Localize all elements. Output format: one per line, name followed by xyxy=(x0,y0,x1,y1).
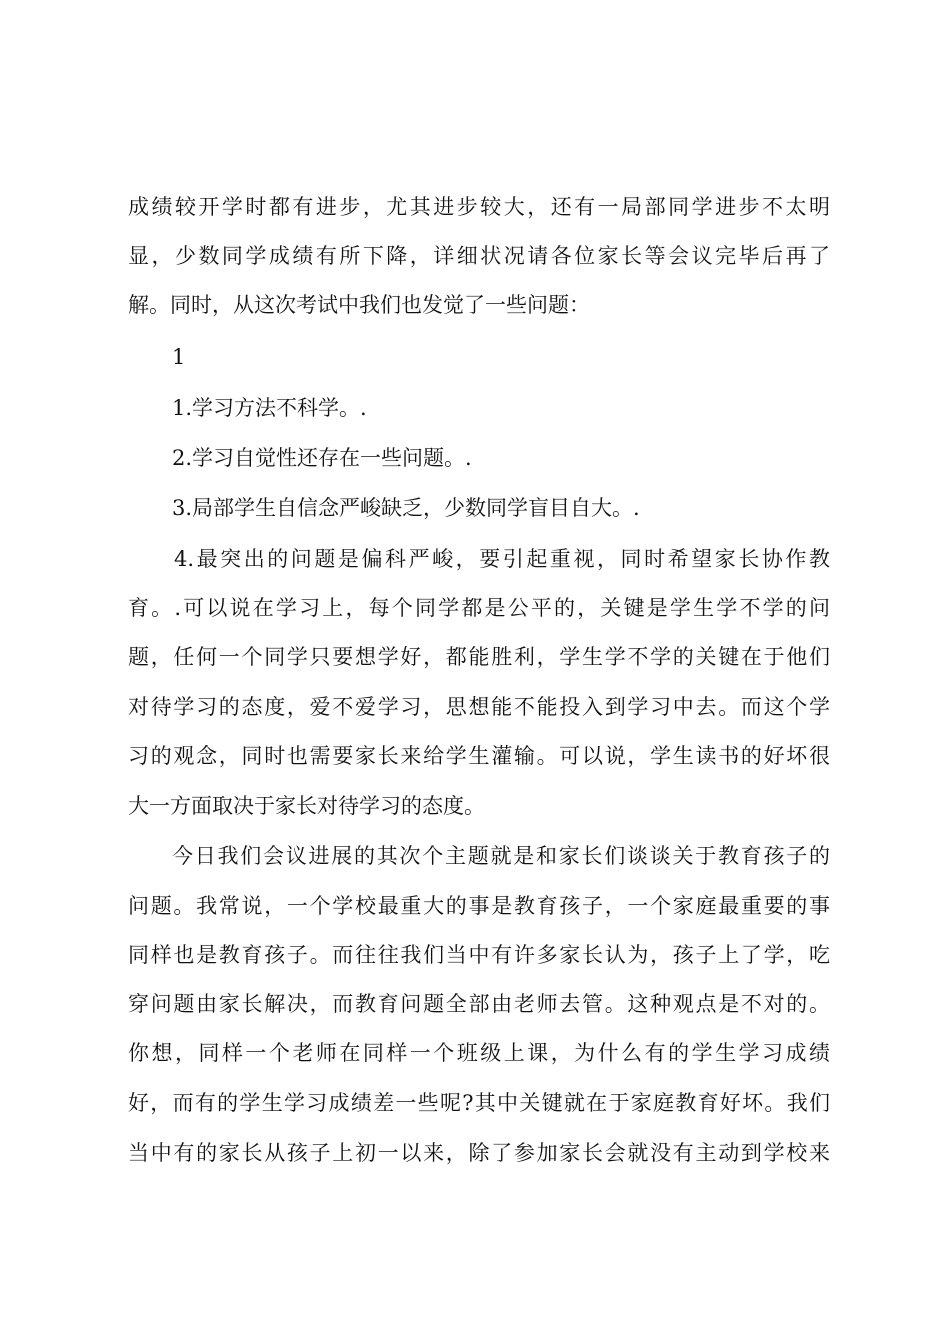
text-line: 问题。我常说，一个学校最重大的事是教育孩子，一个家庭最重要的事 xyxy=(128,894,830,918)
list-number: 1 xyxy=(172,345,186,369)
list-item: 3.局部学生自信念严峻缺乏，少数同学盲目自大。. xyxy=(172,496,640,520)
text-line: 题，任何一个同学只要想学好，都能胜利，学生学不学的关键在于他们 xyxy=(128,645,830,669)
text-line: 对待学习的态度，爱不爱学习，思想能不能投入到学习中去。而这个学 xyxy=(128,695,830,719)
text-line: 同样也是教育孩子。而往往我们当中有许多家长认为，孩子上了学，吃 xyxy=(128,943,830,967)
list-item: 4.最突出的问题是偏科严峻，要引起重视，同时希望家长协作教 xyxy=(174,547,830,571)
text-line: 显，少数同学成绩有所下降，详细状况请各位家长等会议完毕后再了 xyxy=(128,244,830,268)
text-line: 大一方面取决于家长对待学习的态度。 xyxy=(128,794,485,818)
text-line: 你想，同样一个老师在同样一个班级上课，为什么有的学生学习成绩 xyxy=(128,1041,830,1065)
text-line: 成绩较开学时都有进步，尤其进步较大，还有一局部同学进步不太明 xyxy=(128,195,830,219)
list-item: 1.学习方法不科学。. xyxy=(172,396,367,420)
text-line: 当中有的家长从孩子上初一以来，除了参加家长会就没有主动到学校来 xyxy=(128,1141,830,1165)
list-item: 2.学习自觉性还存在一些问题。. xyxy=(172,446,472,470)
text-line: 习的观念，同时也需要家长来给学生灌输。可以说，学生读书的好坏很 xyxy=(128,744,830,768)
paragraph-start-line: 今日我们会议进展的其次个主题就是和家长们谈谈关于教育孩子的 xyxy=(172,844,830,868)
text-line: 穿问题由家长解决，而教育问题全部由老师去管。这种观点是不对的。 xyxy=(128,992,830,1016)
text-line: 解。同时，从这次考试中我们也发觉了一些问题： xyxy=(128,293,590,317)
text-line: 育。.可以说在学习上，每个同学都是公平的，关键是学生学不学的问 xyxy=(128,596,830,620)
text-line: 好，而有的学生学习成绩差一些呢?其中关键就在于家庭教育好坏。我们 xyxy=(128,1091,830,1115)
